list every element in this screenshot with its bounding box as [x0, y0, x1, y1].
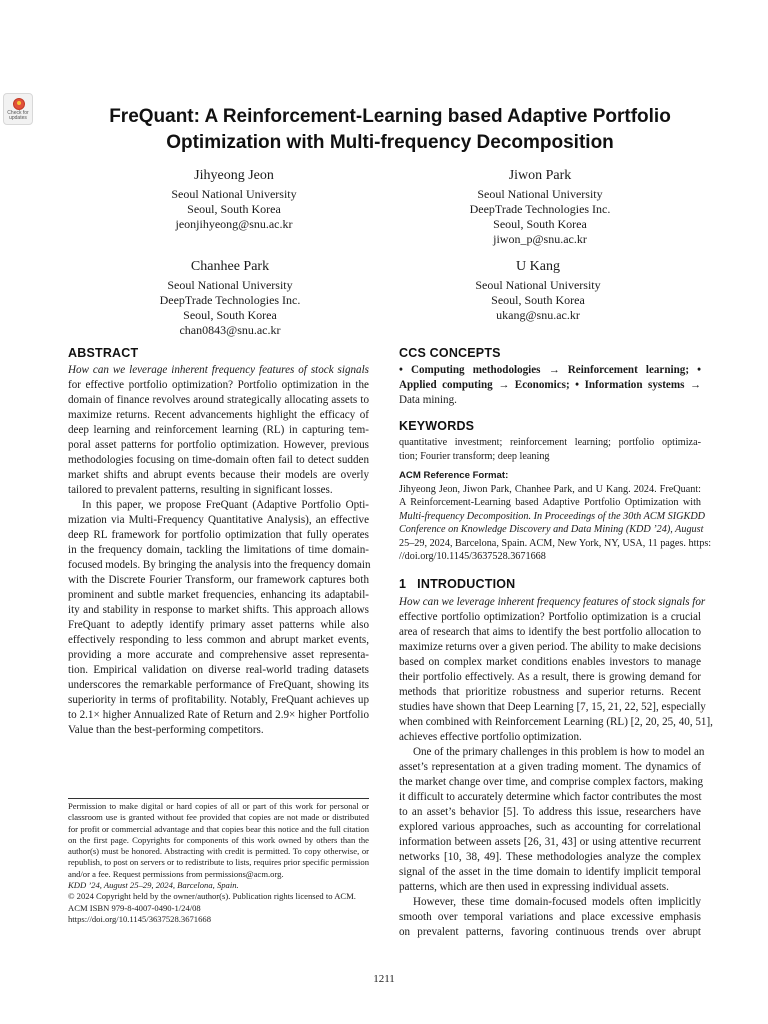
author-name: Chanhee Park: [190, 259, 270, 274]
footnote-doi-link[interactable]: https://doi.org/10.1145/3637528.3671668: [68, 913, 211, 924]
abstract-heading: ABSTRACT: [68, 346, 139, 360]
text-line: providing a more accurate and comprehensive asset representa-: [68, 649, 369, 661]
keywords-line: quantitative investment; reinforcement learning; portfolio optimiza-: [399, 437, 701, 448]
text-line: on prevalent patterns, favoring continuous trends over abrupt: [399, 925, 701, 938]
acm-reference-line: Conference on Knowledge Discovery and Data Mining (KDD ’24), August: [399, 524, 704, 535]
text-line: Value than the best-performing competitors.: [68, 724, 264, 736]
text-line: poral asset patterns for portfolio optimization. However, previous: [68, 439, 369, 451]
text-line: the market change over time, and comprise complex factors, making: [399, 775, 704, 788]
author-name: Jihyeong Jeon: [194, 168, 274, 183]
footnote-isbn: ACM ISBN 979-8-4007-0490-1/24/08: [68, 902, 201, 913]
acm-reference-heading: ACM Reference Format:: [399, 470, 509, 481]
author-affiliation: Seoul, South Korea: [491, 293, 585, 307]
author-affiliation: Seoul National University: [477, 187, 603, 201]
title-line-2: Optimization with Multi-frequency Decomposition: [166, 132, 614, 153]
author-affiliation: Seoul National University: [167, 278, 293, 292]
text-line: area of research that aims to identify the best portfolio allocation to: [399, 625, 701, 638]
footnote-line: republish, to post on servers or to redistribute to lists, requires prior specific permission: [68, 857, 369, 868]
author-block-4: [418, 258, 658, 323]
title-line-1: FreQuant: A Reinforcement-Learning based Adaptive Portfolio: [109, 106, 671, 127]
author-email[interactable]: jeonjihyeong@snu.ac.kr: [175, 217, 293, 231]
text-line: tailored to prevalent patterns, resulting in significant losses.: [68, 484, 333, 496]
text-line: based on complex market conditions enables investors to manage: [399, 655, 701, 668]
left-column: [68, 345, 369, 738]
acm-reference-line: Multi-frequency Decomposition. In Proceedings of the 30th ACM SIGKDD: [399, 510, 706, 522]
text-line: achieves effective portfolio optimization.: [399, 730, 582, 743]
footnote-line: on the first page. Copyrights for components of this work owned by others than the: [68, 834, 369, 845]
acm-reference-line: 25–29, 2024, Barcelona, Spain. ACM, New York, NY, USA, 11 pages. https:: [399, 537, 712, 549]
footnote-line: classroom use is granted without fee provided that copies are not made or distributed: [68, 812, 369, 823]
author-affiliation: Seoul National University: [475, 278, 601, 292]
permission-footnote: [68, 801, 369, 925]
footnote-line: author(s) must be honored. Abstracting with credit is permitted. To copy otherwise, or: [68, 846, 369, 857]
author-affiliation: DeepTrade Technologies Inc.: [469, 202, 611, 216]
text-line: signal of the asset in the time domain to identify implicit temporal: [399, 865, 701, 878]
abstract-paragraph-1: [68, 363, 369, 498]
badge-text: Check for updates: [7, 110, 29, 121]
author-block-1: [114, 167, 354, 232]
text-line: their portfolio effectively. As a result, there is growing demand for: [399, 670, 701, 683]
intro-paragraph-2: [399, 745, 705, 895]
text-line: How can we leverage inherent frequency features of stock signals for: [399, 595, 706, 608]
text-line: patterns, which are then used in expressing individual assets.: [399, 880, 669, 893]
keywords-heading: KEYWORDS: [399, 419, 475, 433]
text-line: underscores the remarkable performance of FreQuant, showing its: [68, 679, 369, 691]
footnote-line: for profit or commercial advantage and that copies bear this notice and the full citation: [68, 823, 369, 834]
text-line: tion. Empirical validation on diverse real-world trading datasets: [68, 664, 369, 676]
text-line: in the frequency domain, tackling the limitations of time domain-: [68, 544, 369, 556]
author-affiliation: DeepTrade Technologies Inc.: [159, 293, 301, 307]
ccs-heading: CCS CONCEPTS: [399, 346, 501, 360]
author-email[interactable]: jiwon_p@snu.ac.kr: [493, 232, 587, 246]
author-name: Jiwon Park: [508, 168, 572, 183]
keywords-line: tion; Fourier transform; deep leaning: [399, 450, 550, 462]
acm-reference-line: A Reinforcement-Learning based Adaptive Portfolio Optimization with: [399, 497, 701, 508]
text-line: studies have shown that Deep Learning [7, 15, 21, 22, 52], especially: [399, 700, 706, 713]
text-line: One of the primary challenges in this problem is how to model an: [413, 745, 705, 758]
text-line: to an asset’s behavior [5]. To address this issue, researchers have: [399, 805, 701, 818]
right-column: [399, 345, 713, 940]
introduction-heading: 1 INTRODUCTION: [399, 576, 516, 591]
text-line: focused models. By bringing the analysis into the frequency domain: [68, 559, 371, 571]
text-line: asset’s representation at a given trading moment. The dynamics of: [399, 760, 701, 773]
author-email[interactable]: ukang@snu.ac.kr: [496, 308, 580, 322]
text-line: information between assets [26, 31, 43] or using attentive recurrent: [399, 835, 701, 848]
text-line: to 2.1× higher Annualized Rate of Return and 2.9× higher Portfolio: [68, 709, 369, 721]
ccs-line: Data mining.: [399, 394, 457, 406]
text-line: prominent and subtle market frequencies, enhancing its adaptabil-: [68, 589, 369, 601]
intro-paragraph-1: [399, 595, 713, 745]
footnote-line: and/or a fee. Request permissions from permissions@acm.org.: [68, 868, 284, 879]
text-line: In this paper, we propose FreQuant (Adaptive Portfolio Opti-: [82, 499, 369, 511]
author-affiliation: Seoul, South Korea: [493, 217, 587, 231]
text-line: How can we leverage inherent frequency features of stock signals: [68, 364, 369, 376]
abstract-paragraph-2: [68, 498, 369, 738]
author-affiliation: Seoul, South Korea: [183, 308, 277, 322]
text-line: it difficult to accurately determine which factor contributes the most: [399, 790, 702, 803]
text-line: methodologies focusing on time-domain often fail to detect sudden: [68, 454, 369, 466]
ccs-line: Applied computing → Economics; • Information systems →: [399, 379, 701, 391]
check-for-updates-badge[interactable]: [3, 93, 33, 125]
crossmark-icon: [13, 98, 25, 110]
text-line: effective portfolio optimization? Portfolio optimization is a crucial: [399, 610, 701, 623]
author-affiliation: Seoul, South Korea: [187, 202, 281, 216]
text-line: effectively responding to less common and abrupt market events,: [68, 634, 369, 646]
text-line: market shifts and abrupt events because their models are overly: [68, 469, 369, 481]
text-line: methods that prioritize robustness and superior returns. Recent: [399, 685, 701, 698]
footnote-line: Permission to make digital or hard copies of all or part of this work for personal or: [68, 801, 369, 811]
author-block-2: [420, 167, 660, 247]
text-line: maximize returns over a given period. The ability to make decisions: [399, 640, 702, 653]
author-email[interactable]: chan0843@snu.ac.kr: [179, 323, 281, 337]
acm-reference-line: Jihyeong Jeon, Jiwon Park, Chanhee Park, and U Kang. 2024. FreQuant:: [399, 483, 701, 495]
text-line: smooth over temporal variations and place excessive emphasis: [399, 910, 701, 923]
text-line: However, these time domain-focused models often implicitly: [413, 895, 701, 908]
text-line: mization via Multi-Frequency Quantitative Analysis), an effective: [68, 514, 369, 526]
text-line: maximize returns. Recent advancements highlight the efficacy of: [68, 409, 369, 421]
text-line: deep learning and reinforcement learning (RL) in capturing tem-: [68, 424, 369, 436]
text-line: explored various approaches, such as accounting for correlational: [399, 820, 701, 833]
text-line: ity and stability in response to market shifts. This approach allows: [68, 604, 369, 616]
footnote-venue: KDD ’24, August 25–29, 2024, Barcelona, Spain.: [68, 880, 239, 891]
author-name: U Kang: [516, 259, 560, 274]
intro-paragraph-3: [399, 895, 701, 940]
author-affiliation: Seoul National University: [171, 187, 297, 201]
paper-title: [40, 104, 740, 156]
page-number: 1211: [373, 973, 395, 985]
footnote-rule: [68, 798, 369, 799]
text-line: with the Discrete Fourier Transform, our framework captures both: [68, 574, 369, 586]
footnote-line: © 2024 Copyright held by the owner/author(s). Publication rights licensed to ACM.: [68, 891, 356, 902]
text-line: superiority in terms of profitability. Notably, FreQuant achieves up: [68, 694, 369, 706]
text-line: when combined with Reinforcement Learning (RL) [2, 20, 25, 40, 51],: [399, 715, 713, 728]
text-line: deep RL framework for portfolio optimization that fully operates: [68, 529, 369, 541]
text-line: networks [10, 38, 49]. These methodologies analyze the complex: [399, 850, 701, 863]
text-line: domain of finance revolves around strategically allocating assets to: [68, 394, 369, 406]
acm-reference-doi-link[interactable]: //doi.org/10.1145/3637528.3671668: [399, 551, 546, 562]
text-line: FreQuant to adeptly identify primary asset patterns while also: [68, 619, 369, 631]
text-line: for effective portfolio optimization? Portfolio optimization in the: [68, 379, 369, 391]
author-block-3: [110, 258, 350, 338]
ccs-line: • Computing methodologies → Reinforcement learning; •: [399, 364, 701, 376]
